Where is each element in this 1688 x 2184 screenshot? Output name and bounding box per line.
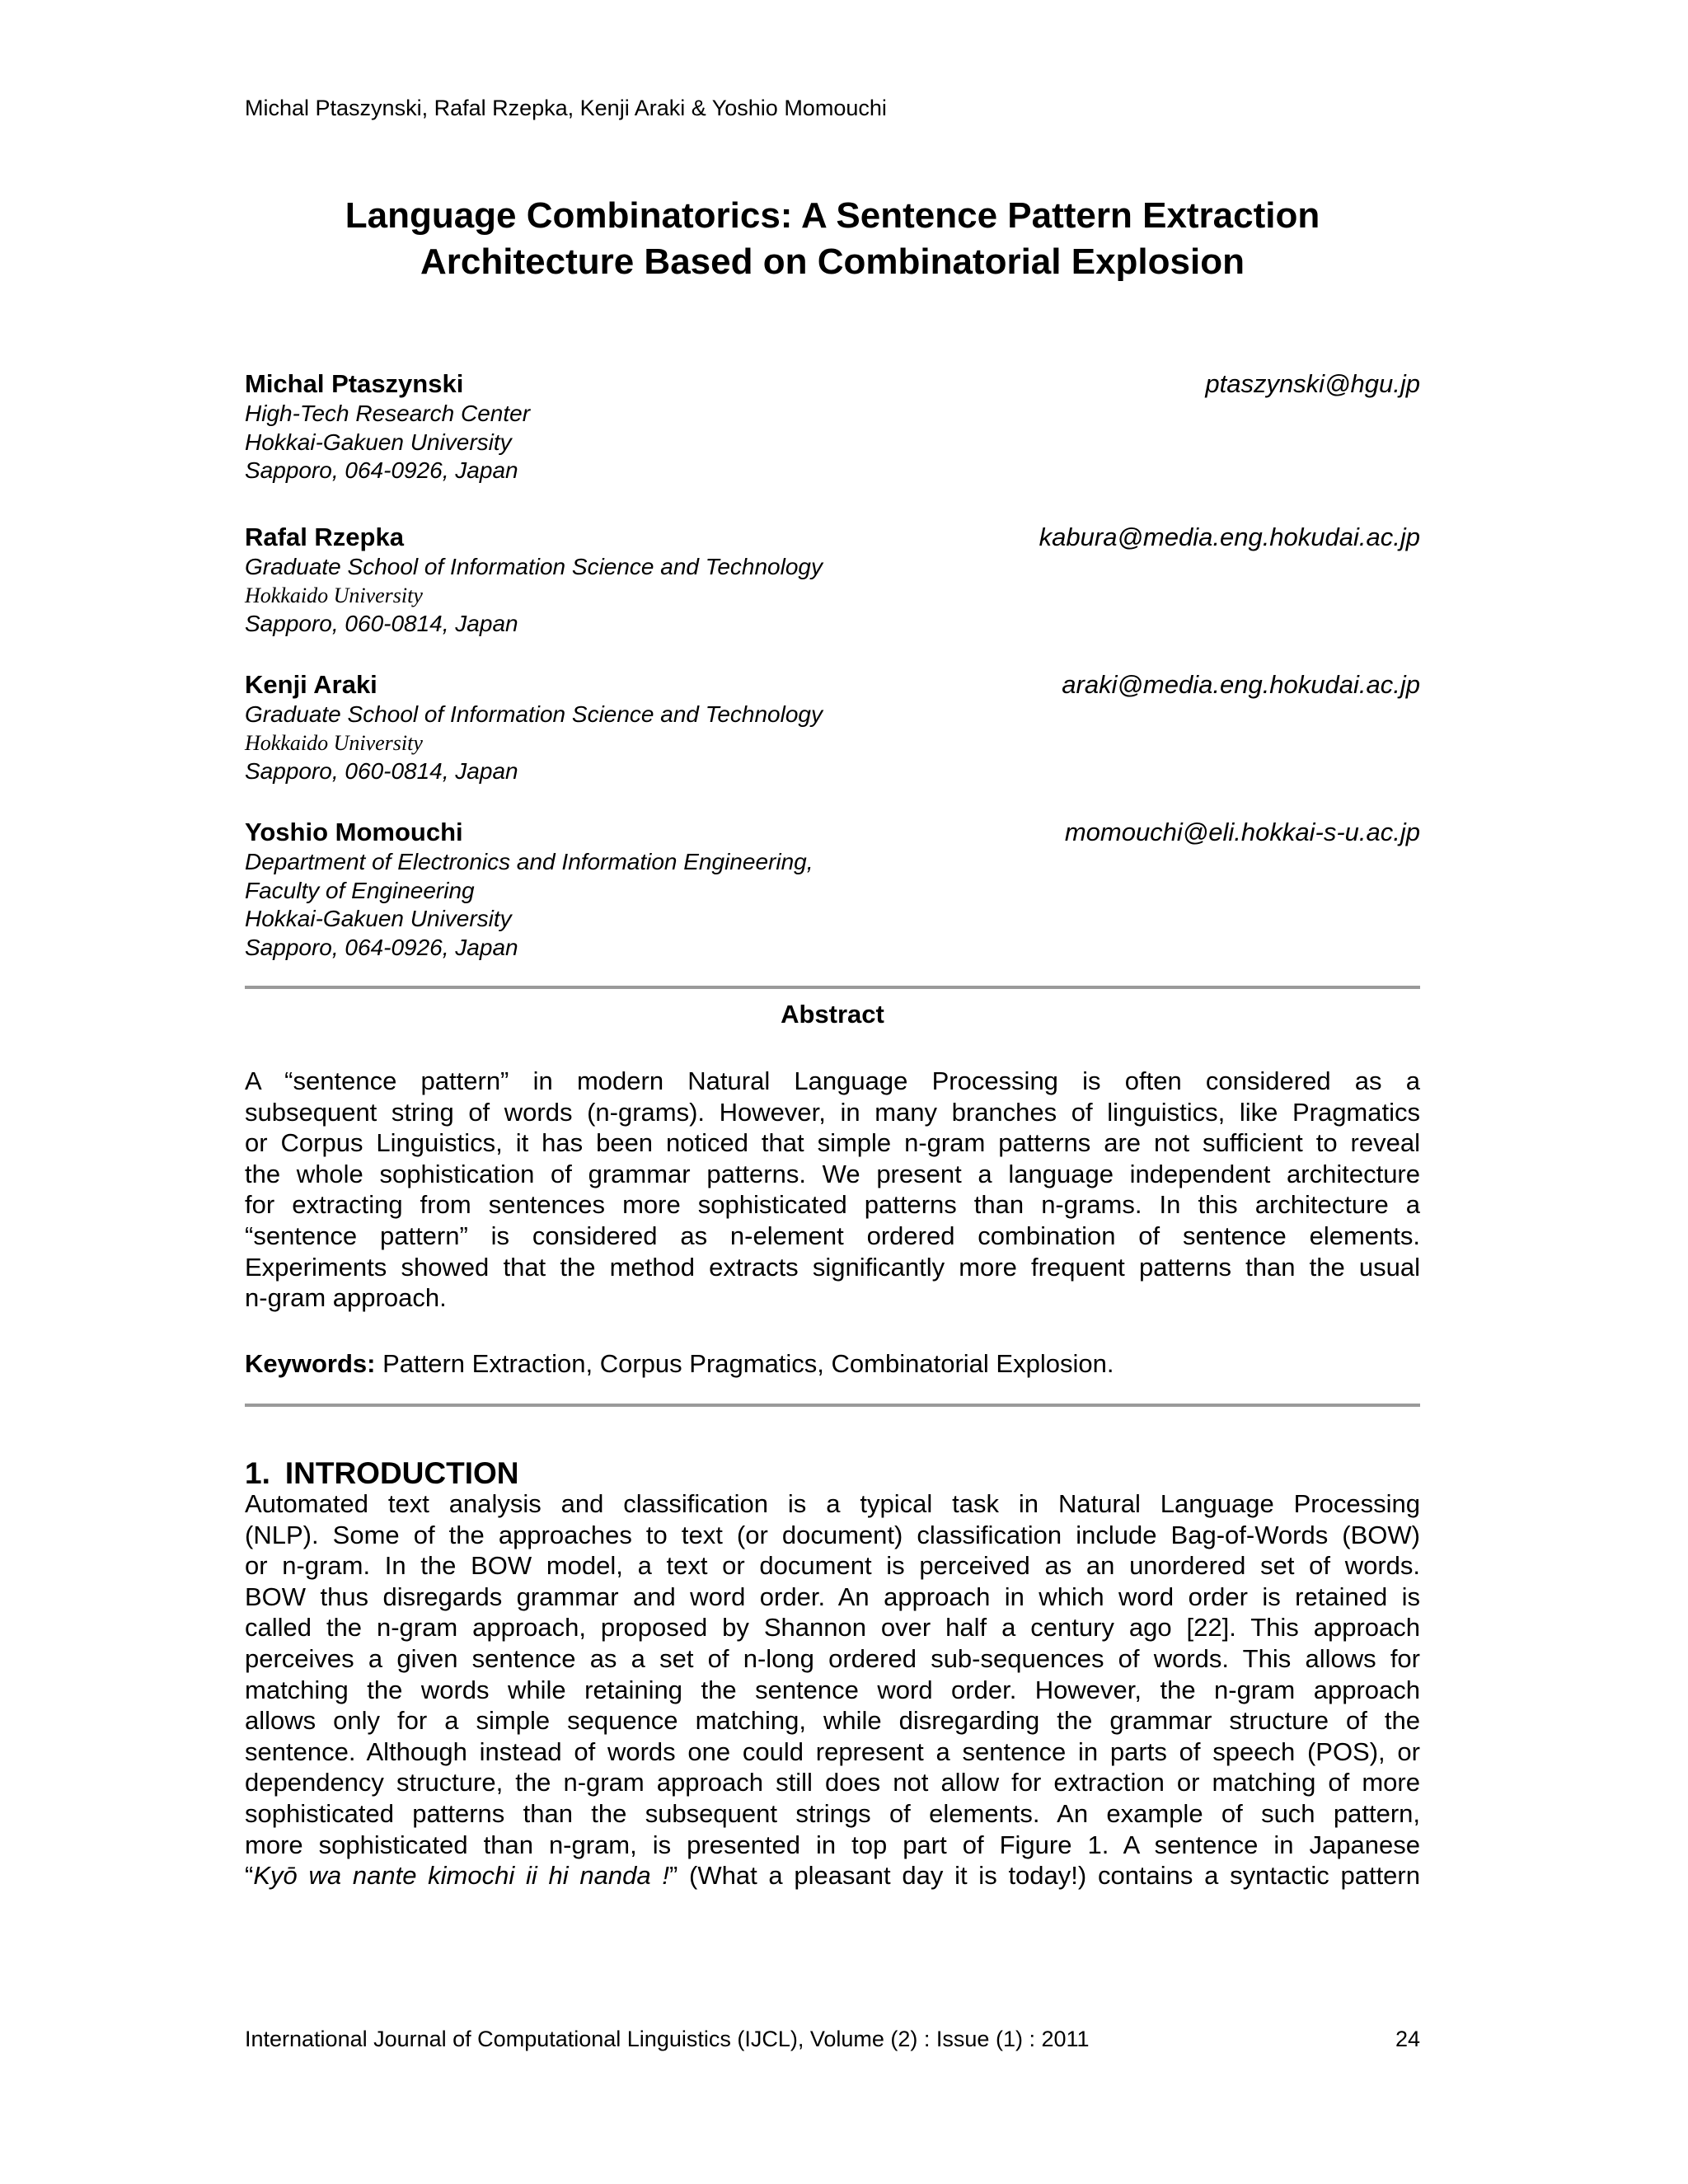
author-email: kabura@media.eng.hokudai.ac.jp bbox=[1039, 523, 1420, 551]
abstract-line: “sentence pattern” is considered as n-element ordered combination of sentence elements. bbox=[245, 1221, 1420, 1250]
author-email: ptaszynski@hgu.jp bbox=[1205, 369, 1420, 398]
author-affiliation-line: Hokkaido University bbox=[245, 583, 423, 607]
author-email: araki@media.eng.hokudai.ac.jp bbox=[1062, 670, 1420, 699]
keywords bbox=[245, 1348, 1420, 1380]
abstract-heading: Abstract bbox=[781, 1000, 884, 1029]
author-name: Rafal Rzepka bbox=[245, 523, 404, 551]
abstract-line: A “sentence pattern” in modern Natural Language Processing is often considered as a bbox=[245, 1066, 1420, 1095]
author-affiliation-line: High-Tech Research Center bbox=[245, 401, 531, 426]
title-line-1: Language Combinatorics: A Sentence Pattern Extraction bbox=[345, 195, 1320, 236]
body-line: perceives a given sentence as a set of n-long ordered sub-sequences of words. This allows for bbox=[245, 1643, 1420, 1673]
section-heading bbox=[245, 1455, 519, 1492]
page-number: 24 bbox=[1395, 2027, 1420, 2051]
abstract-line: Experiments showed that the method extracts significantly more frequent patterns than the usual bbox=[245, 1252, 1420, 1282]
abstract-line: for extracting from sentences more sophisticated patterns than n-grams. In this architecture a bbox=[245, 1190, 1420, 1220]
abstract-line: n-gram approach. bbox=[245, 1283, 447, 1313]
running-header: Michal Ptaszynski, Rafal Rzepka, Kenji Araki & Yoshio Momouchi bbox=[245, 96, 887, 120]
body-line: allows only for a simple sequence matching, while disregarding the grammar structure of the bbox=[245, 1706, 1420, 1736]
abstract-line: or Corpus Linguistics, it has been noticed that simple n-gram patterns are not sufficient to reveal bbox=[245, 1128, 1420, 1158]
author-affiliation-line: Hokkai-Gakuen University bbox=[245, 429, 512, 455]
paper-title bbox=[245, 193, 1420, 285]
author-block bbox=[245, 817, 1420, 962]
title-line-2: Architecture Based on Combinatorial Explosion bbox=[420, 241, 1245, 282]
open-quote: “ bbox=[245, 1861, 254, 1891]
divider-rule bbox=[245, 1404, 1420, 1407]
author-affiliation-line: Graduate School of Information Science and Technology bbox=[245, 554, 823, 579]
body-line-rest: ” (What a pleasant day it is today!) contains a syntactic pattern bbox=[668, 1861, 1420, 1891]
body-line: BOW thus disregards grammar and word order. An approach in which word order is retained is bbox=[245, 1582, 1420, 1611]
body-line: sophisticated patterns than the subsequent strings of elements. An example of such pattern, bbox=[245, 1798, 1420, 1828]
section-number: 1. bbox=[245, 1456, 270, 1490]
author-affiliation-line: Sapporo, 060-0814, Japan bbox=[245, 611, 518, 636]
author-block bbox=[245, 669, 1420, 786]
author-name: Kenji Araki bbox=[245, 670, 377, 699]
author-affiliation-line: Graduate School of Information Science and Technology bbox=[245, 701, 823, 727]
body-line: dependency structure, the n-gram approach still does not allow for extraction or matching of more bbox=[245, 1768, 1420, 1797]
body-line bbox=[245, 1860, 1420, 1891]
body-line: called the n-gram approach, proposed by Shannon over half a century ago [22]. This approach bbox=[245, 1613, 1420, 1643]
author-affiliation-line: Hokkaido University bbox=[245, 730, 423, 755]
keywords-label: Keywords: bbox=[245, 1349, 376, 1378]
section-title: INTRODUCTION bbox=[284, 1456, 519, 1490]
body-line: matching the words while retaining the sentence word order. However, the n-gram approach bbox=[245, 1675, 1420, 1704]
journal-citation: International Journal of Computational Linguistics (IJCL), Volume (2) : Issue (1) : 2011 bbox=[245, 2027, 1090, 2051]
body-line: sentence. Although instead of words one could represent a sentence in parts of speech (POS), or bbox=[245, 1736, 1420, 1766]
author-email: momouchi@eli.hokkai-s-u.ac.jp bbox=[1064, 818, 1420, 846]
keywords-text: Pattern Extraction, Corpus Pragmatics, Combinatorial Explosion. bbox=[375, 1349, 1114, 1378]
author-affiliation-line: Sapporo, 064-0926, Japan bbox=[245, 457, 518, 483]
body-line: (NLP). Some of the approaches to text (or document) classification include Bag-of-Words (BOW) bbox=[245, 1520, 1420, 1549]
abstract-body bbox=[245, 1066, 1420, 1314]
body-line: Automated text analysis and classification is a typical task in Natural Language Processing bbox=[245, 1489, 1420, 1518]
author-affiliation-line: Faculty of Engineering bbox=[245, 877, 475, 903]
author-affiliation-line: Department of Electronics and Information Engineering, bbox=[245, 849, 814, 874]
divider-rule bbox=[245, 986, 1420, 989]
abstract-line: subsequent string of words (n-grams). However, in many branches of linguistics, like Pragmatics bbox=[245, 1097, 1420, 1127]
author-block bbox=[245, 522, 1420, 639]
author-affiliation-line: Sapporo, 060-0814, Japan bbox=[245, 758, 518, 784]
page-footer bbox=[245, 2025, 1420, 2053]
author-affiliation-line: Hokkai-Gakuen University bbox=[245, 906, 512, 931]
author-name: Michal Ptaszynski bbox=[245, 369, 464, 398]
section-body bbox=[245, 1488, 1420, 1891]
author-affiliation-line: Sapporo, 064-0926, Japan bbox=[245, 934, 518, 960]
body-line: more sophisticated than n-gram, is presented in top part of Figure 1. A sentence in Japanese bbox=[245, 1830, 1420, 1859]
body-line: or n-gram. In the BOW model, a text or document is perceived as an unordered set of words. bbox=[245, 1551, 1420, 1581]
japanese-example-sentence: Kyō wa nante kimochi ii hi nanda ! bbox=[253, 1861, 669, 1891]
author-block bbox=[245, 368, 1420, 485]
abstract-line: the whole sophistication of grammar patterns. We present a language independent architecture bbox=[245, 1159, 1420, 1188]
author-name: Yoshio Momouchi bbox=[245, 818, 463, 846]
